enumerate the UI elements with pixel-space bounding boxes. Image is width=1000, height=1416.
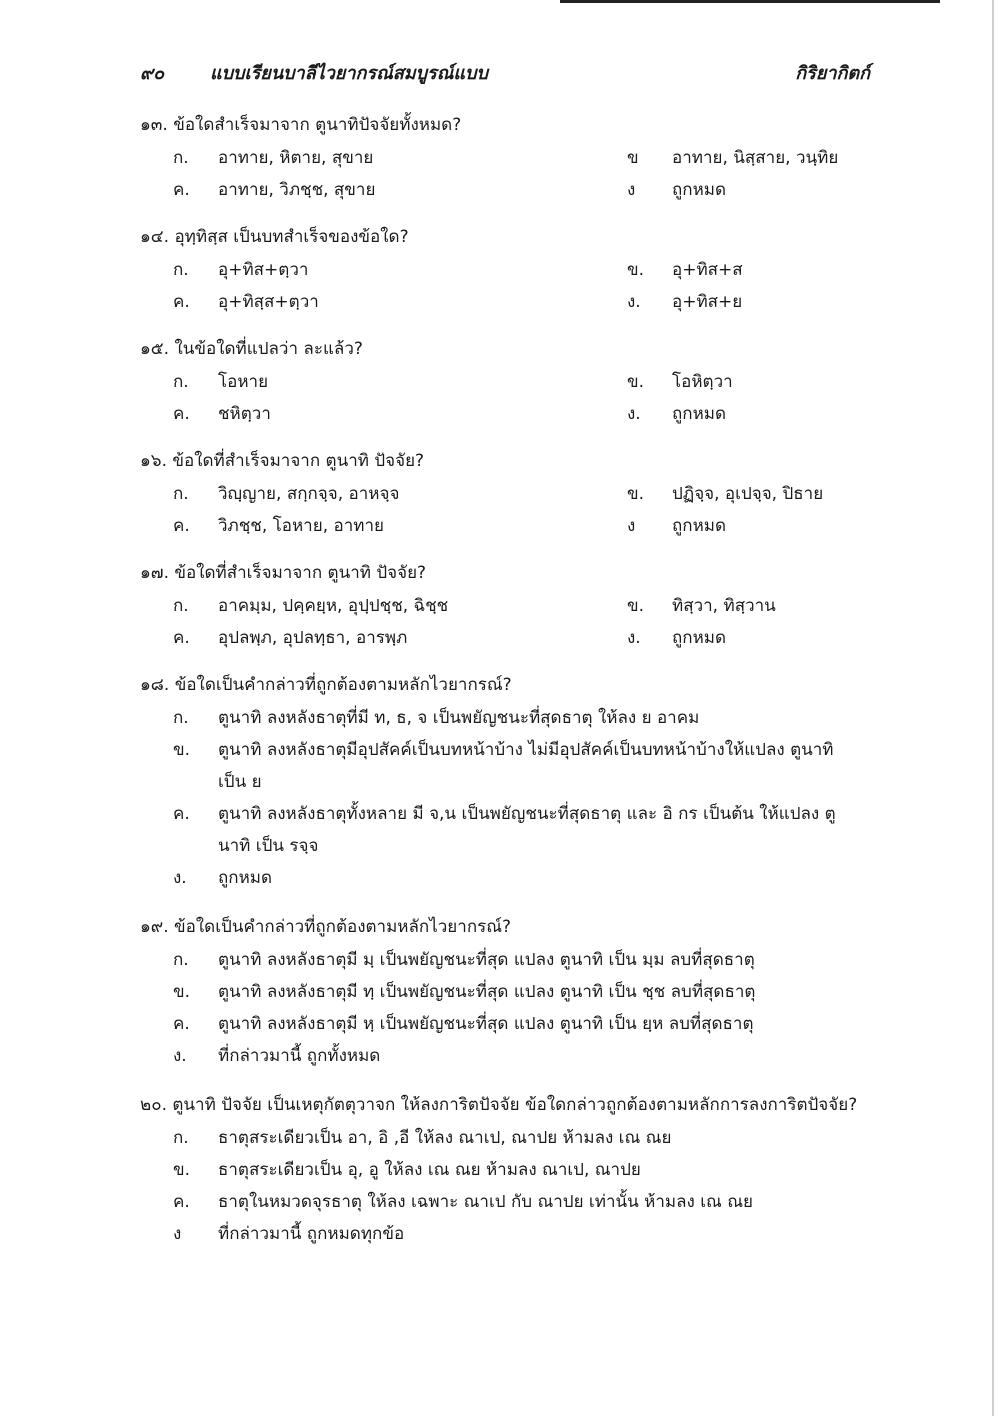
option-text: ตูนาทิ ลงหลังธาตุมีอุปสัคค์เป็นบทหน้าบ้าง ไม่มีอุปสัคค์เป็นบทหน้าบ้างให้แปลง ตูนาทิ เป็น ย xyxy=(218,740,834,792)
option-letter: ข. xyxy=(627,372,645,392)
option-text: อุ+ทิส+ย xyxy=(672,292,743,312)
option-d[interactable] xyxy=(627,622,726,654)
option-d[interactable] xyxy=(140,862,860,894)
option-letter: ง xyxy=(627,180,636,200)
option-a[interactable] xyxy=(173,366,268,398)
option-letter: ก. xyxy=(173,372,189,392)
option-letter: ข xyxy=(627,148,639,168)
option-letter: ข. xyxy=(173,740,191,760)
option-text: ปฏิจฺจ, อุเปจฺจ, ปิธาย xyxy=(672,484,824,504)
option-text: อุปลพฺภ, อุปลทฺธา, อารพฺภ xyxy=(218,628,408,648)
option-text: อาทาย, หิตาย, สุขาย xyxy=(218,148,374,168)
option-text: อุ+ทิสฺส+ตฺวา xyxy=(218,292,319,312)
option-letter: ค. xyxy=(173,628,190,648)
option-row xyxy=(140,622,860,654)
option-letter: ข. xyxy=(173,982,191,1002)
question-19 xyxy=(140,910,860,1072)
page-edge-line xyxy=(992,0,994,1416)
option-b[interactable] xyxy=(627,478,823,510)
option-text: อาทาย, วิภชฺช, สุขาย xyxy=(218,180,376,200)
question-text: ๑๘. ข้อใดเป็นคำกล่าวที่ถูกต้องตามหลักไวยากรณ์? xyxy=(140,675,512,695)
option-text: ตูนาทิ ลงหลังธาตุมี มฺ เป็นพยัญชนะที่สุด แปลง ตูนาทิ เป็น มฺม ลบที่สุดธาตุ xyxy=(218,950,755,970)
option-letter: ค. xyxy=(173,1014,190,1034)
option-letter: ข. xyxy=(627,484,645,504)
option-d[interactable] xyxy=(140,1040,860,1072)
question-text: ๒๐. ตูนาทิ ปัจจัย เป็นเหตุกัตตุวาจก ให้ลงการิตปัจจัย ข้อใดกล่าวถูกต้องตามหลักการลงการิตปัจจัย? xyxy=(140,1095,858,1115)
option-letter: ค. xyxy=(173,804,190,824)
option-a[interactable] xyxy=(173,254,308,286)
option-letter: ง. xyxy=(173,1046,187,1066)
option-row xyxy=(140,174,860,206)
option-text: อาทาย, นิสฺสาย, วนฺทิย xyxy=(672,148,839,168)
option-b[interactable] xyxy=(140,734,860,798)
chapter-title: กิริยากิตก์ xyxy=(795,63,870,84)
question-18 xyxy=(140,668,860,894)
option-text: ตูนาทิ ลงหลังธาตุที่มี ท, ธ, จ เป็นพยัญชนะที่สุดธาตุ ให้ลง ย อาคม xyxy=(218,708,700,728)
option-letter: ค. xyxy=(173,516,190,536)
question-text: ๑๔. อุทฺทิสฺส เป็นบทสำเร็จของข้อใด? xyxy=(140,227,409,247)
option-c[interactable] xyxy=(173,286,319,318)
option-text: อุ+ทิส+ส xyxy=(672,260,743,280)
book-title: แบบเรียนบาลีไวยากรณ์สมบูรณ์แบบ xyxy=(210,63,488,84)
option-letter: ก. xyxy=(173,484,189,504)
question-text: ๑๓. ข้อใดสำเร็จมาจาก ตูนาทิปัจจัยทั้งหมด? xyxy=(140,115,462,135)
option-b[interactable] xyxy=(627,366,733,398)
option-a[interactable] xyxy=(173,142,373,174)
option-text: ตูนาทิ ลงหลังธาตุทั้งหลาย มี จ,น เป็นพยัญชนะที่สุดธาตุ และ อิ กร เป็นต้น ให้แปลง ตูนาทิ เป็น รจฺจ xyxy=(218,804,836,856)
option-text: ธาตุสระเดียวเป็น อา, อิ ,อี ให้ลง ณาเป, ณาปย ห้ามลง เณ ณย xyxy=(218,1128,672,1148)
option-b[interactable] xyxy=(627,254,743,286)
page-header xyxy=(140,58,870,88)
option-text: ธาตุสระเดียวเป็น อุ, อู ให้ลง เณ ณย ห้ามลง ณาเป, ณาปย xyxy=(218,1160,641,1180)
option-letter: ง xyxy=(173,1224,182,1244)
question-text: ๑๕. ในข้อใดที่แปลว่า ละแล้ว? xyxy=(140,339,363,359)
option-b[interactable] xyxy=(140,976,860,1008)
option-b[interactable] xyxy=(627,142,838,174)
option-letter: ง. xyxy=(173,868,187,888)
option-text: โอหิตฺวา xyxy=(672,372,733,392)
option-row xyxy=(140,142,860,174)
option-row xyxy=(140,366,860,398)
question-14 xyxy=(140,220,860,318)
option-row xyxy=(140,254,860,286)
option-a[interactable] xyxy=(140,1122,860,1154)
option-d[interactable] xyxy=(627,174,726,206)
option-c[interactable] xyxy=(140,1186,860,1218)
option-text: อุ+ทิส+ตฺวา xyxy=(218,260,309,280)
option-a[interactable] xyxy=(173,590,448,622)
option-a[interactable] xyxy=(173,478,399,510)
option-text: ธาตุในหมวดจุรธาตุ ให้ลง เฉพาะ ณาเป กับ ณาปย เท่านั้น ห้ามลง เณ ณย xyxy=(218,1192,753,1212)
option-d[interactable] xyxy=(627,398,726,430)
option-c[interactable] xyxy=(173,398,271,430)
question-text: ๑๖. ข้อใดที่สำเร็จมาจาก ตูนาทิ ปัจจัย? xyxy=(140,451,425,471)
option-a[interactable] xyxy=(140,944,860,976)
option-letter: ง. xyxy=(627,628,641,648)
option-row xyxy=(140,478,860,510)
option-text: โอหาย xyxy=(218,372,269,392)
option-letter: ก. xyxy=(173,148,189,168)
question-15 xyxy=(140,332,860,430)
option-text: ตูนาทิ ลงหลังธาตุมี ทฺ เป็นพยัญชนะที่สุด แปลง ตูนาทิ เป็น ชฺช ลบที่สุดธาตุ xyxy=(218,982,756,1002)
page-number: ๙๐ xyxy=(140,63,165,84)
option-d[interactable] xyxy=(140,1218,860,1250)
option-letter: ง. xyxy=(627,292,641,312)
option-text: ทิสฺวา, ทิสฺวาน xyxy=(672,596,776,616)
option-letter: ง. xyxy=(627,404,641,424)
option-letter: ก. xyxy=(173,950,189,970)
option-text: ถูกหมด xyxy=(672,516,727,536)
option-letter: ข. xyxy=(173,1160,191,1180)
option-text: ถูกหมด xyxy=(672,628,727,648)
question-list xyxy=(140,108,860,1250)
option-d[interactable] xyxy=(627,510,726,542)
option-c[interactable] xyxy=(173,622,407,654)
option-letter: ค. xyxy=(173,404,190,424)
option-letter: ง xyxy=(627,516,636,536)
option-text: อาคมฺม, ปคฺคยฺห, อุปฺปชฺช, ฉิชฺช xyxy=(218,596,449,616)
option-letter: ค. xyxy=(173,1192,190,1212)
option-letter: ก. xyxy=(173,596,189,616)
option-row xyxy=(140,398,860,430)
option-text: ถูกหมด xyxy=(672,180,727,200)
option-text: ตูนาทิ ลงหลังธาตุมี หฺ เป็นพยัญชนะที่สุด แปลง ตูนาทิ เป็น ยฺห ลบที่สุดธาตุ xyxy=(218,1014,754,1034)
option-letter: ข. xyxy=(627,596,645,616)
option-text: ชหิตฺวา xyxy=(218,404,271,424)
option-row xyxy=(140,510,860,542)
option-letter: ก. xyxy=(173,1128,189,1148)
option-text: วิญฺญาย, สกฺกจฺจ, อาหจฺจ xyxy=(218,484,400,504)
option-row xyxy=(140,286,860,318)
question-13 xyxy=(140,108,860,206)
option-text: วิภชฺช, โอหาย, อาทาย xyxy=(218,516,384,536)
option-c[interactable] xyxy=(173,174,375,206)
question-text: ๑๙. ข้อใดเป็นคำกล่าวที่ถูกต้องตามหลักไวยากรณ์? xyxy=(140,917,512,937)
option-letter: ก. xyxy=(173,260,189,280)
question-16 xyxy=(140,444,860,542)
option-letter: ค. xyxy=(173,180,190,200)
option-letter: ค. xyxy=(173,292,190,312)
option-a[interactable] xyxy=(140,702,860,734)
question-text: ๑๗. ข้อใดที่สำเร็จมาจาก ตูนาทิ ปัจจัย? xyxy=(140,563,427,583)
option-d[interactable] xyxy=(627,286,742,318)
option-text: ถูกหมด xyxy=(218,868,273,888)
option-c[interactable] xyxy=(173,510,384,542)
option-letter: ข. xyxy=(627,260,645,280)
option-text: ที่กล่าวมานี้ ถูกหมดทุกข้อ xyxy=(218,1224,405,1244)
option-letter: ก. xyxy=(173,708,189,728)
top-scan-rule xyxy=(560,0,940,3)
option-row xyxy=(140,590,860,622)
option-c[interactable] xyxy=(140,798,860,862)
option-b[interactable] xyxy=(627,590,776,622)
option-text: ที่กล่าวมานี้ ถูกทั้งหมด xyxy=(218,1046,381,1066)
question-17 xyxy=(140,556,860,654)
option-text: ถูกหมด xyxy=(672,404,727,424)
question-20 xyxy=(140,1088,860,1250)
option-b[interactable] xyxy=(140,1154,860,1186)
option-c[interactable] xyxy=(140,1008,860,1040)
